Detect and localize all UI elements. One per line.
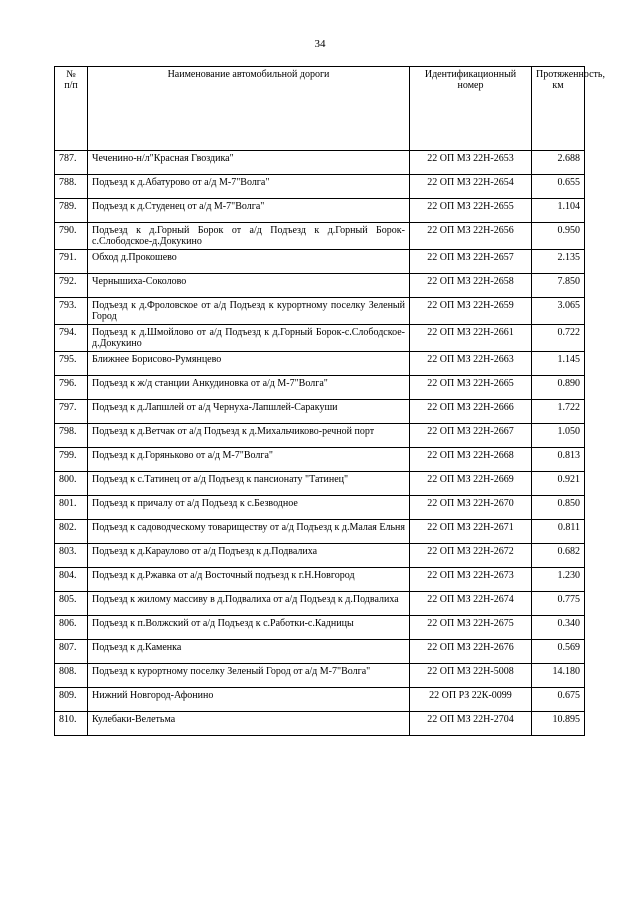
road-length: 1.104 <box>532 199 585 223</box>
road-id: 22 ОП МЗ 22Н-2653 <box>410 151 532 175</box>
row-number: 804. <box>55 568 88 592</box>
road-length: 1.230 <box>532 568 585 592</box>
road-length: 0.569 <box>532 640 585 664</box>
road-id: 22 ОП МЗ 22Н-2675 <box>410 616 532 640</box>
road-name: Ближнее Борисово-Румянцево <box>88 352 410 376</box>
road-name: Чеченино-н/л"Красная Гвоздика" <box>88 151 410 175</box>
road-name: Чернышиха-Соколово <box>88 274 410 298</box>
road-name: Подъезд к д.Каменка <box>88 640 410 664</box>
table-header-row <box>55 67 585 151</box>
road-name: Подъезд к д.Абатурово от а/д М-7"Волга" <box>88 175 410 199</box>
row-number: 790. <box>55 223 88 250</box>
road-length: 0.950 <box>532 223 585 250</box>
road-name: Подъезд к п.Волжский от а/д Подъезд к с.Работки-с.Кадницы <box>88 616 410 640</box>
road-length: 0.811 <box>532 520 585 544</box>
table-row <box>55 544 585 568</box>
road-id: 22 ОП МЗ 22Н-2665 <box>410 376 532 400</box>
table-row <box>55 151 585 175</box>
road-name: Подъезд к д.Фроловское от а/д Подъезд к курортному поселку Зеленый Город <box>88 298 410 325</box>
table-row <box>55 616 585 640</box>
road-id: 22 ОП МЗ 22Н-2674 <box>410 592 532 616</box>
road-name: Подъезд к д.Горный Борок от а/д Подъезд к д.Горный Борок-с.Слободское-д.Докукино <box>88 223 410 250</box>
road-length: 1.722 <box>532 400 585 424</box>
road-name: Подъезд к жилому массиву в д.Подвалиха от а/д Подъезд к д.Подвалиха <box>88 592 410 616</box>
table-row <box>55 664 585 688</box>
road-id: 22 ОП МЗ 22Н-2657 <box>410 250 532 274</box>
road-name: Кулебаки-Велетьма <box>88 712 410 736</box>
road-length: 2.135 <box>532 250 585 274</box>
table-row <box>55 400 585 424</box>
road-id: 22 ОП МЗ 22Н-2656 <box>410 223 532 250</box>
header-num: № п/п <box>55 67 88 151</box>
table-row <box>55 376 585 400</box>
road-id: 22 ОП МЗ 22Н-2704 <box>410 712 532 736</box>
table-row <box>55 496 585 520</box>
road-name: Подъезд к курортному поселку Зеленый Город от а/д М-7"Волга" <box>88 664 410 688</box>
row-number: 791. <box>55 250 88 274</box>
road-name: Подъезд к д.Караулово от а/д Подъезд к д.Подвалиха <box>88 544 410 568</box>
page-number: 34 <box>314 38 326 50</box>
road-name: Подъезд к д.Студенец от а/д М-7"Волга" <box>88 199 410 223</box>
road-name: Подъезд к ж/д станции Анкудиновка от а/д М-7"Волга" <box>88 376 410 400</box>
road-id: 22 ОП МЗ 22Н-2654 <box>410 175 532 199</box>
road-length: 0.775 <box>532 592 585 616</box>
table-row <box>55 352 585 376</box>
road-id: 22 ОП МЗ 22Н-2676 <box>410 640 532 664</box>
road-length: 1.050 <box>532 424 585 448</box>
road-length: 0.682 <box>532 544 585 568</box>
row-number: 810. <box>55 712 88 736</box>
road-length: 0.655 <box>532 175 585 199</box>
table-row <box>55 472 585 496</box>
road-length: 0.675 <box>532 688 585 712</box>
table-row <box>55 175 585 199</box>
row-number: 805. <box>55 592 88 616</box>
table-row <box>55 199 585 223</box>
road-id: 22 ОП МЗ 22Н-2668 <box>410 448 532 472</box>
table-row <box>55 640 585 664</box>
row-number: 802. <box>55 520 88 544</box>
header-name: Наименование автомобильной дороги <box>88 67 410 151</box>
row-number: 792. <box>55 274 88 298</box>
road-name: Подъезд к причалу от а/д Подъезд к с.Безводное <box>88 496 410 520</box>
road-length: 14.180 <box>532 664 585 688</box>
road-id: 22 ОП МЗ 22Н-2672 <box>410 544 532 568</box>
table-row <box>55 298 585 325</box>
road-length: 1.145 <box>532 352 585 376</box>
row-number: 789. <box>55 199 88 223</box>
road-id: 22 ОП МЗ 22Н-2663 <box>410 352 532 376</box>
road-id: 22 ОП МЗ 22Н-2669 <box>410 472 532 496</box>
roads-table <box>54 66 605 736</box>
row-number: 794. <box>55 325 88 352</box>
row-number: 795. <box>55 352 88 376</box>
road-length: 7.850 <box>532 274 585 298</box>
road-length: 0.890 <box>532 376 585 400</box>
row-number: 807. <box>55 640 88 664</box>
row-number: 806. <box>55 616 88 640</box>
road-length: 0.813 <box>532 448 585 472</box>
table-row <box>55 592 585 616</box>
road-id: 22 ОП МЗ 22Н-2673 <box>410 568 532 592</box>
road-id: 22 ОП МЗ 22Н-2659 <box>410 298 532 325</box>
road-length: 0.921 <box>532 472 585 496</box>
road-name: Подъезд к с.Татинец от а/д Подъезд к пансионату "Татинец" <box>88 472 410 496</box>
road-name: Подъезд к д.Ржавка от а/д Восточный подъезд к г.Н.Новгород <box>88 568 410 592</box>
row-number: 796. <box>55 376 88 400</box>
road-id: 22 ОП МЗ 22Н-2671 <box>410 520 532 544</box>
row-number: 798. <box>55 424 88 448</box>
row-number: 803. <box>55 544 88 568</box>
row-number: 788. <box>55 175 88 199</box>
road-id: 22 ОП МЗ 22Н-2658 <box>410 274 532 298</box>
table-row <box>55 568 585 592</box>
road-name: Обход д.Прокошево <box>88 250 410 274</box>
table-row <box>55 274 585 298</box>
road-id: 22 ОП МЗ 22Н-2655 <box>410 199 532 223</box>
road-id: 22 ОП МЗ 22Н-2666 <box>410 400 532 424</box>
table-row <box>55 520 585 544</box>
header-id: Идентификационный номер <box>410 67 532 151</box>
road-length: 0.850 <box>532 496 585 520</box>
road-name: Нижний Новгород-Афонино <box>88 688 410 712</box>
road-id: 22 ОП РЗ 22К-0099 <box>410 688 532 712</box>
table-row <box>55 250 585 274</box>
table-row <box>55 688 585 712</box>
table-row <box>55 325 585 352</box>
road-name: Подъезд к д.Лапшлей от а/д Чернуха-Лапшлей-Саракуши <box>88 400 410 424</box>
road-length: 3.065 <box>532 298 585 325</box>
road-name: Подъезд к д.Ветчак от а/д Подъезд к д.Михальчиково-речной порт <box>88 424 410 448</box>
row-number: 793. <box>55 298 88 325</box>
row-number: 800. <box>55 472 88 496</box>
road-length: 10.895 <box>532 712 585 736</box>
table-row <box>55 424 585 448</box>
row-number: 808. <box>55 664 88 688</box>
road-length: 0.340 <box>532 616 585 640</box>
row-number: 797. <box>55 400 88 424</box>
road-id: 22 ОП МЗ 22Н-2670 <box>410 496 532 520</box>
road-id: 22 ОП МЗ 22Н-5008 <box>410 664 532 688</box>
header-length: Протяженность, км <box>532 67 585 151</box>
road-id: 22 ОП МЗ 22Н-2661 <box>410 325 532 352</box>
road-id: 22 ОП МЗ 22Н-2667 <box>410 424 532 448</box>
row-number: 809. <box>55 688 88 712</box>
road-name: Подъезд к д.Шмойлово от а/д Подъезд к д.Горный Борок-с.Слободское-д.Докукино <box>88 325 410 352</box>
road-length: 2.688 <box>532 151 585 175</box>
table-row <box>55 223 585 250</box>
table-row <box>55 448 585 472</box>
row-number: 799. <box>55 448 88 472</box>
row-number: 801. <box>55 496 88 520</box>
road-length: 0.722 <box>532 325 585 352</box>
table-row <box>55 712 585 736</box>
road-name: Подъезд к садоводческому товариществу от а/д Подъезд к д.Малая Ельня <box>88 520 410 544</box>
road-name: Подъезд к д.Горяньково от а/д М-7"Волга" <box>88 448 410 472</box>
row-number: 787. <box>55 151 88 175</box>
